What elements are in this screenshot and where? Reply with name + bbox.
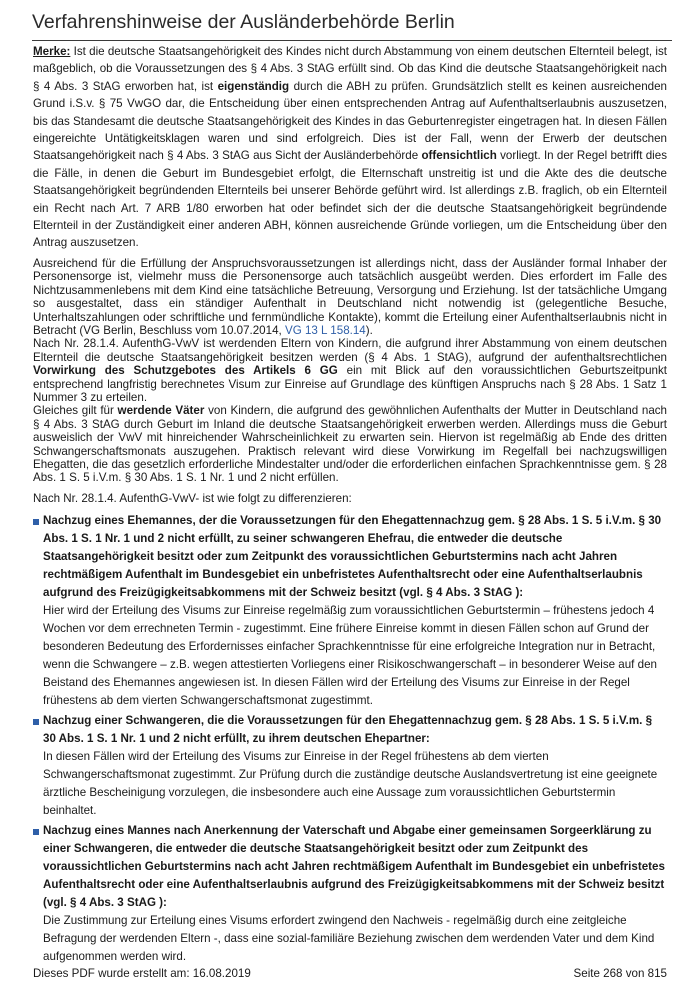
paragraph-text: durch die ABH zu prüfen. Grundsätzlich stellt es keinen ausreichenden Grund i.S.v. § 75 VwGO dar, die Entscheidung über einen entsprechenden Antrag auf Aufenthaltserlaubnis auszusetzen, bis das Standesamt die deutsche Staatsangehörigkeit des Kindes in das Geburtenregister eingetragen hat. In diesen Fällen eingereichte Untätigkeitsklagen waren und sind erfolgreich. Dies ist der Fall, wenn der Erwerb der deutschen Staatsangehörigkeit nach § 4 Abs. 3 StAG aus Sicht der Ausländerbehörde	[33, 79, 667, 163]
bullet-list	[33, 512, 667, 966]
list-item-text: In diesen Fällen wird der Erteilung des Visums zur Einreise in der Regel frühestens ab dem vierten Schwangerschaftsmonat zugestimmt. Zur Prüfung durch die zuständige deutsche Auslandsvertretung ist eine geeignete ärztliche Bescheinigung vorzulegen, die insbesondere auch eine Aussage zum voraussichtlichen Geburtstermin beinhaltet.	[43, 750, 658, 818]
merke-label: Merke:	[33, 45, 71, 58]
list-item-text: Die Zustimmung zur Erteilung eines Visums erfordert zwingend den Nachweis - regelmäßig durch eine zeitgleiche Befragung der werdenden Eltern -, dass eine sozial-familiäre Beziehung zwischen dem werdenden Vater und dem Kind aufgenommen werden wird.	[43, 914, 655, 964]
court-decision-link[interactable]: VG 13 L 158.14	[284, 323, 366, 337]
emphasis-text: Vorwirkung des Schutzgebotes des Artikels 6 GG	[33, 364, 338, 378]
paragraph-werdende-vaeter	[33, 404, 667, 484]
list-item-heading: Nachzug einer Schwangeren, die die Voraussetzungen für den Ehegattennachzug gem. § 28 Abs. 1 S. 5 i.V.m. § 30 Abs. 1 S. 1 Nr. 1 und 2 nicht erfüllt, zu ihrem deutschen Ehepartner:	[43, 714, 653, 746]
emphasis-text: werdende Väter	[117, 404, 205, 418]
square-bullet-icon	[33, 719, 39, 725]
page-title: Verfahrenshinweise der Ausländerbehörde Berlin	[32, 11, 672, 41]
paragraph-personensorge	[33, 257, 667, 337]
paragraph-text: Ausreichend für die Erfüllung der Anspruchsvoraussetzungen ist allerdings nicht, dass der Ausländer formal Inhaber der Personensorge ist, vielmehr muss die Personensorge auch tatsächlich ausgeübt werden. Dies erfordert im Falle des Nichtzusammenlebens mit dem Kind eine tatsächliche Betreuung, Versorgung und Erziehung. Ist der tatsächliche Umgang so ausgestaltet, dass ein ständiger Aufenthalt in Deutschland nicht notwendig ist (gelegentliche Besuche, Unterhaltszahlungen oder schriftliche und fernmündliche Kontakte), kommt die Erteilung einer Aufenthaltserlaubnis nicht in Betracht (VG Berlin, Beschluss vom 10.07.2014,	[33, 256, 667, 337]
paragraph-merke	[33, 43, 667, 252]
list-item	[33, 822, 667, 966]
paragraph-text: von Kindern, die aufgrund des gewöhnlichen Aufenthalts der Mutter in Deutschland nach § 4 Abs. 3 StAG durch Geburt im Inland die deutsche Staatsangehörigkeit erwerben werden. Allerdings muss die Geburt ausweislich der VwV mit hinreichender Wahrscheinlichkeit zu erwarten sein. Hiervon ist regelmäßig ab Ende des dritten Schwangerschaftsmonats auszugehen. Praktisch relevant wird diese Vorwirkung im Regelfall bei nachzugswilligen Ehegatten, die das gesetzlich erforderliche Mindestalter und/oder die erforderlichen einfachen Sprachkenntnisse gem. § 28 Abs. 1 S. 5 i.V.m. § 30 Abs. 1 S. 1 Nr. 1 und 2 nicht erfüllen.	[33, 404, 668, 485]
paragraph-text: Gleiches gilt für	[33, 404, 118, 418]
paragraph-text: Nach Nr. 28.1.4. AufenthG-VwV ist werdenden Eltern von Kindern, die aufgrund ihrer Abstammung von einem deutschen Elternteil die deutsche Staatsangehörigkeit besitzen werden (§ 4 Abs. 1 StAG), aufgrund der aufenthaltsrechtlichen	[33, 337, 667, 364]
list-item-text: Hier wird der Erteilung des Visums zur Einreise regelmäßig zum voraussichtlichen Geburtstermin – frühestens jedoch 4 Wochen vor dem errechneten Termin - zugestimmt. Eine frühere Einreise kommt in diesen Fällen schon auf Grund der besonderen Bedeutung des Erfordernisses einfacher Sprachkenntnisse für eine erfolgreiche Integration nur in Betracht, wenn die Schwangere – z.B. wegen attestierten Vorliegens einer Risikoschwangerschaft – in besonderer Weise auf den Beistand des Ehemannes angewiesen ist. In diesen Fällen wird der Erteilung des Visums zur Einreise in der Regel frühestens ab dem vierten Schwangerschaftsmonat zugestimmt.	[43, 604, 657, 708]
paragraph-text: ein mit Blick auf den voraussichtlichen Geburtszeitpunkt entsprechend langfristig berechnetes Visum zur Einreise auf Grundlage des künftigen Anspruchs nach § 28 Abs. 1 Satz 1 Nummer 3 zu erteilen.	[33, 364, 667, 404]
list-item	[33, 712, 667, 820]
list-item-heading: Nachzug eines Mannes nach Anerkennung der Vaterschaft und Abgabe einer gemeinsamen Sorgeerklärung zu einer Schwangeren, die entweder die deutsche Staatsangehörigkeit besitzt oder zum Zeitpunkt des voraussichtlichen Geburtstermins nach acht Jahren rechtmäßigem Aufenthalt im Bundesgebiet ein unbefristetes Aufenthaltsrecht oder eine Aufenthaltserlaubnis aufgrund des Freizügigkeitsabkommens mit der Schweiz besitzt (vgl. § 4 Abs. 3 StAG ):	[43, 824, 665, 910]
emphasis-text: offensichtlich	[421, 149, 497, 163]
list-item-heading: Nachzug eines Ehemannes, der die Voraussetzungen für den Ehegattennachzug gem. § 28 Abs. 1 S. 5 i.V.m. § 30 Abs. 1 S. 1 Nr. 1 und 2 nicht erfüllt, zu seiner schwangeren Ehefrau, die entweder die deutsche Staatsangehörigkeit besitzt oder zum Zeitpunkt des voraussichtlichen Geburtstermins nach acht Jahren rechtmäßigem Aufenthalt im Bundesgebiet ein unbefristetes Aufenthaltsrecht oder eine Aufenthaltserlaubnis aufgrund des Freizügigkeitsabkommens mit der Schweiz besitzt (vgl. § 4 Abs. 3 StAG ):	[43, 514, 662, 600]
paragraph-text: vorliegt. In der Regel betrifft dies die Fälle, in denen die Geburt im Bundesgebiet erfolgt, die Elternschaft unstreitig ist und die Akte des die deutsche Staatsangehörigkeit begründenden Elternteils bei unserer Behörde geführt wird. Ist allerdings z.B. fraglich, ob ein Elternteil ein Recht nach Art. 7 ARB 1/80 erworben hat oder befindet sich der die deutsche Staatsangehörigkeit begründende Elternteil in der Zuständigkeit einer anderen ABH, können ausreichende Gründe vorliegen, um die Entscheidung über den Antrag auszusetzen.	[33, 149, 668, 250]
footer-created-date: Dieses PDF wurde erstellt am: 16.08.2019	[33, 967, 251, 980]
footer-page-number: Seite 268 von 815	[573, 967, 667, 980]
paragraph-text: Ist die deutsche Staatsangehörigkeit des Kindes nicht durch Abstammung von einem deutschen Elternteil belegt, ist maßgeblich, ob die Voraussetzungen des § 4 Abs. 3 StAG erfüllt sind. Ob das Kind die deutsche Staatsangehörigkeit nach § 4 Abs. 3 StAG erworben hat, ist	[33, 45, 667, 93]
emphasis-text: eigenständig	[217, 79, 290, 93]
document-body	[33, 43, 667, 968]
square-bullet-icon	[33, 519, 39, 525]
paragraph-vorwirkung	[33, 337, 667, 404]
list-item	[33, 512, 667, 710]
square-bullet-icon	[33, 829, 39, 835]
paragraph-text: ).	[365, 323, 373, 337]
paragraph-intro-list: Nach Nr. 28.1.4. AufenthG-VwV- ist wie folgt zu differenzieren:	[33, 491, 352, 505]
